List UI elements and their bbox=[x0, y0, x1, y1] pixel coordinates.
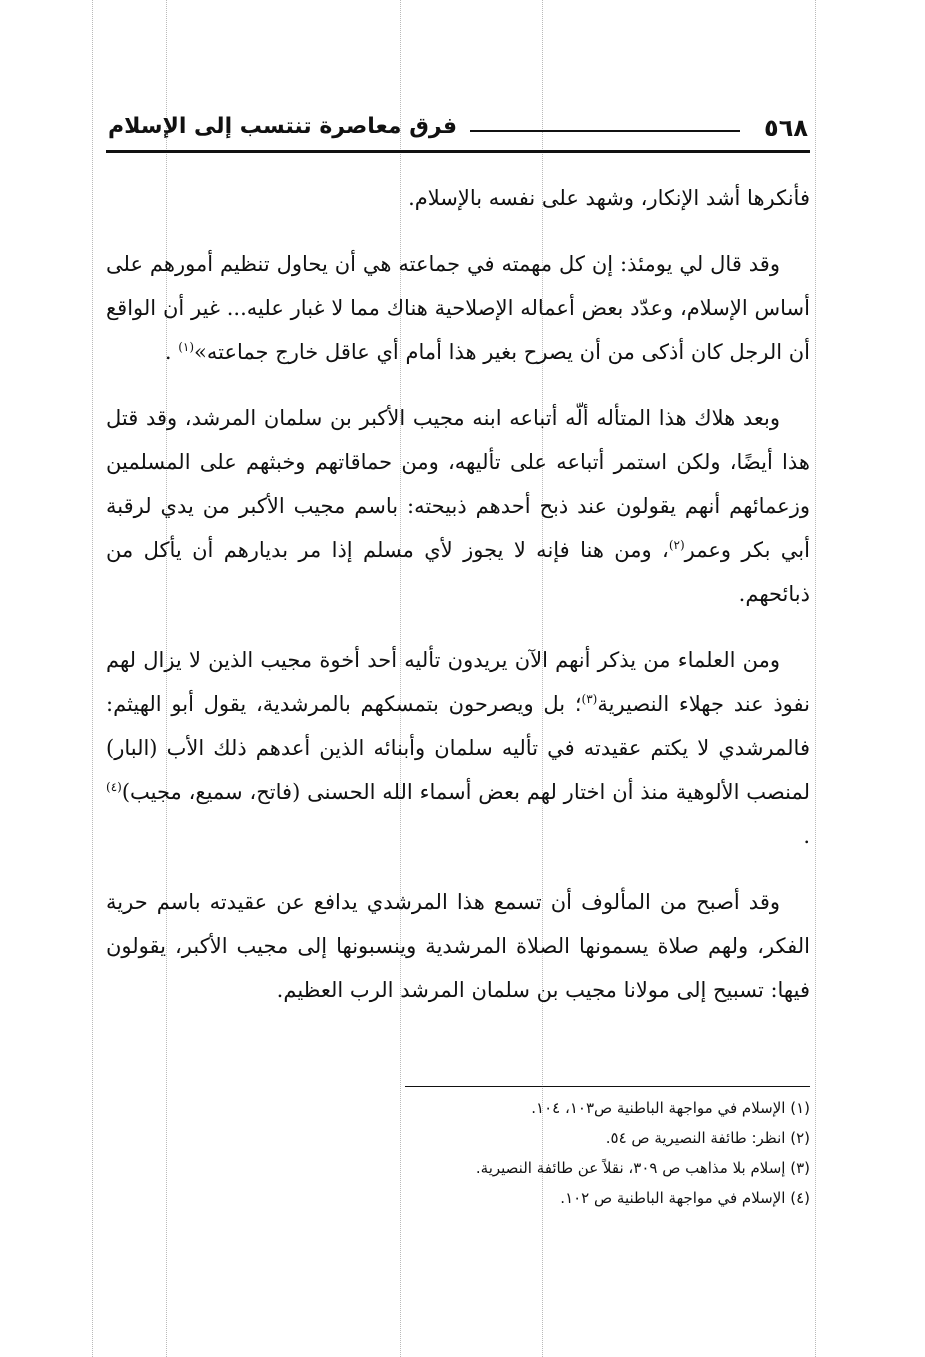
header-rule bbox=[106, 150, 810, 153]
footnote: (٢) انظر: طائفة النصيرية ص ٥٤. bbox=[605, 1129, 810, 1147]
page-header bbox=[108, 112, 808, 152]
footnote-ref: (١) bbox=[178, 340, 195, 354]
paragraph: وبعد هلاك هذا المتأله ألّه أتباعه ابنه مجيب الأكبر بن سلمان المرشد، وقد قتل هذا أيضًا، ولكن استمر أتباعه على تأليهه، ومن حماقاتهم وخبثهم على المسلمين وزعمائهم أنهم يقولون عند ذبح أحدهم ذبيحته: باسم مجيب الأكبر من يدي لرقبة أبي بكر وعمر$^{(٢)}$، ومن هنا فإنه لا يجوز لأي مسلم إذا مر بديارهم أن يأكل من ذبائحهم. bbox=[106, 406, 810, 606]
paragraph: وقد أصبح من المألوف أن تسمع هذا المرشدي يدافع عن عقيدته باسم حرية الفكر، ولهم صلاة يسمونها الصلاة المرشدية وينسبونها إلى مجيب الأكبر، يقولون فيها: تسبيح إلى مولانا مجيب بن سلمان المرشد الرب العظيم. bbox=[106, 890, 810, 1002]
scan-guide-line bbox=[815, 0, 816, 1357]
footnotes bbox=[106, 1093, 810, 1213]
footnote-ref: (٢) bbox=[668, 538, 685, 552]
page-number: ٥٦٨ bbox=[764, 114, 808, 142]
footnote-ref: (٣) bbox=[581, 692, 598, 706]
paragraph: وقد قال لي يومئذ: إن كل مهمته في جماعته هي أن يحاول تنظيم أمورهم على أساس الإسلام، وعدّد بعض أعماله الإصلاحية هناك مما لا غبار عليه... غير أن الواقع أن الرجل كان أذكى من أن يصرح بغير هذا أمام أي عاقل خارج جماعته»$^{(١)}$ . bbox=[106, 252, 810, 364]
paragraph: ومن العلماء من يذكر أنهم الآن يريدون تأليه أحد أخوة مجيب الذين لا يزال لهم نفوذ عند جهلاء النصيرية$^{(٣)}$؛ بل ويصرحون بتمسكهم بالمرشدية، يقول أبو الهيثم: فالمرشدي لا يكتم عقيدته في تأليه سلمان وأبنائه الذين أعدهم ذلك الأب (البار) لمنصب الألوهية منذ أن اختار لهم بعض أسماء الله الحسنى (فاتح، سميع، مجيب)$^{(٤)}$ . bbox=[106, 648, 810, 848]
paragraph: فأنكرها أشد الإنكار، وشهد على نفسه بالإسلام. bbox=[408, 186, 810, 210]
footnote: (٤) الإسلام في مواجهة الباطنية ص ١٠٢. bbox=[560, 1189, 810, 1207]
scan-guide-line bbox=[92, 0, 93, 1357]
footnote: (٣) إسلام بلا مذاهب ص ٣٠٩، نقلاً عن طائفة النصيرية. bbox=[475, 1159, 810, 1177]
running-title: فرق معاصرة تنتسب إلى الإسلام bbox=[108, 114, 457, 139]
footnote-ref: (٤) bbox=[106, 780, 122, 794]
main-text bbox=[106, 176, 810, 1034]
footnote: (١) الإسلام في مواجهة الباطنية ص١٠٣، ١٠٤. bbox=[531, 1099, 810, 1117]
footnote-rule bbox=[405, 1086, 810, 1087]
header-dash bbox=[470, 130, 740, 132]
